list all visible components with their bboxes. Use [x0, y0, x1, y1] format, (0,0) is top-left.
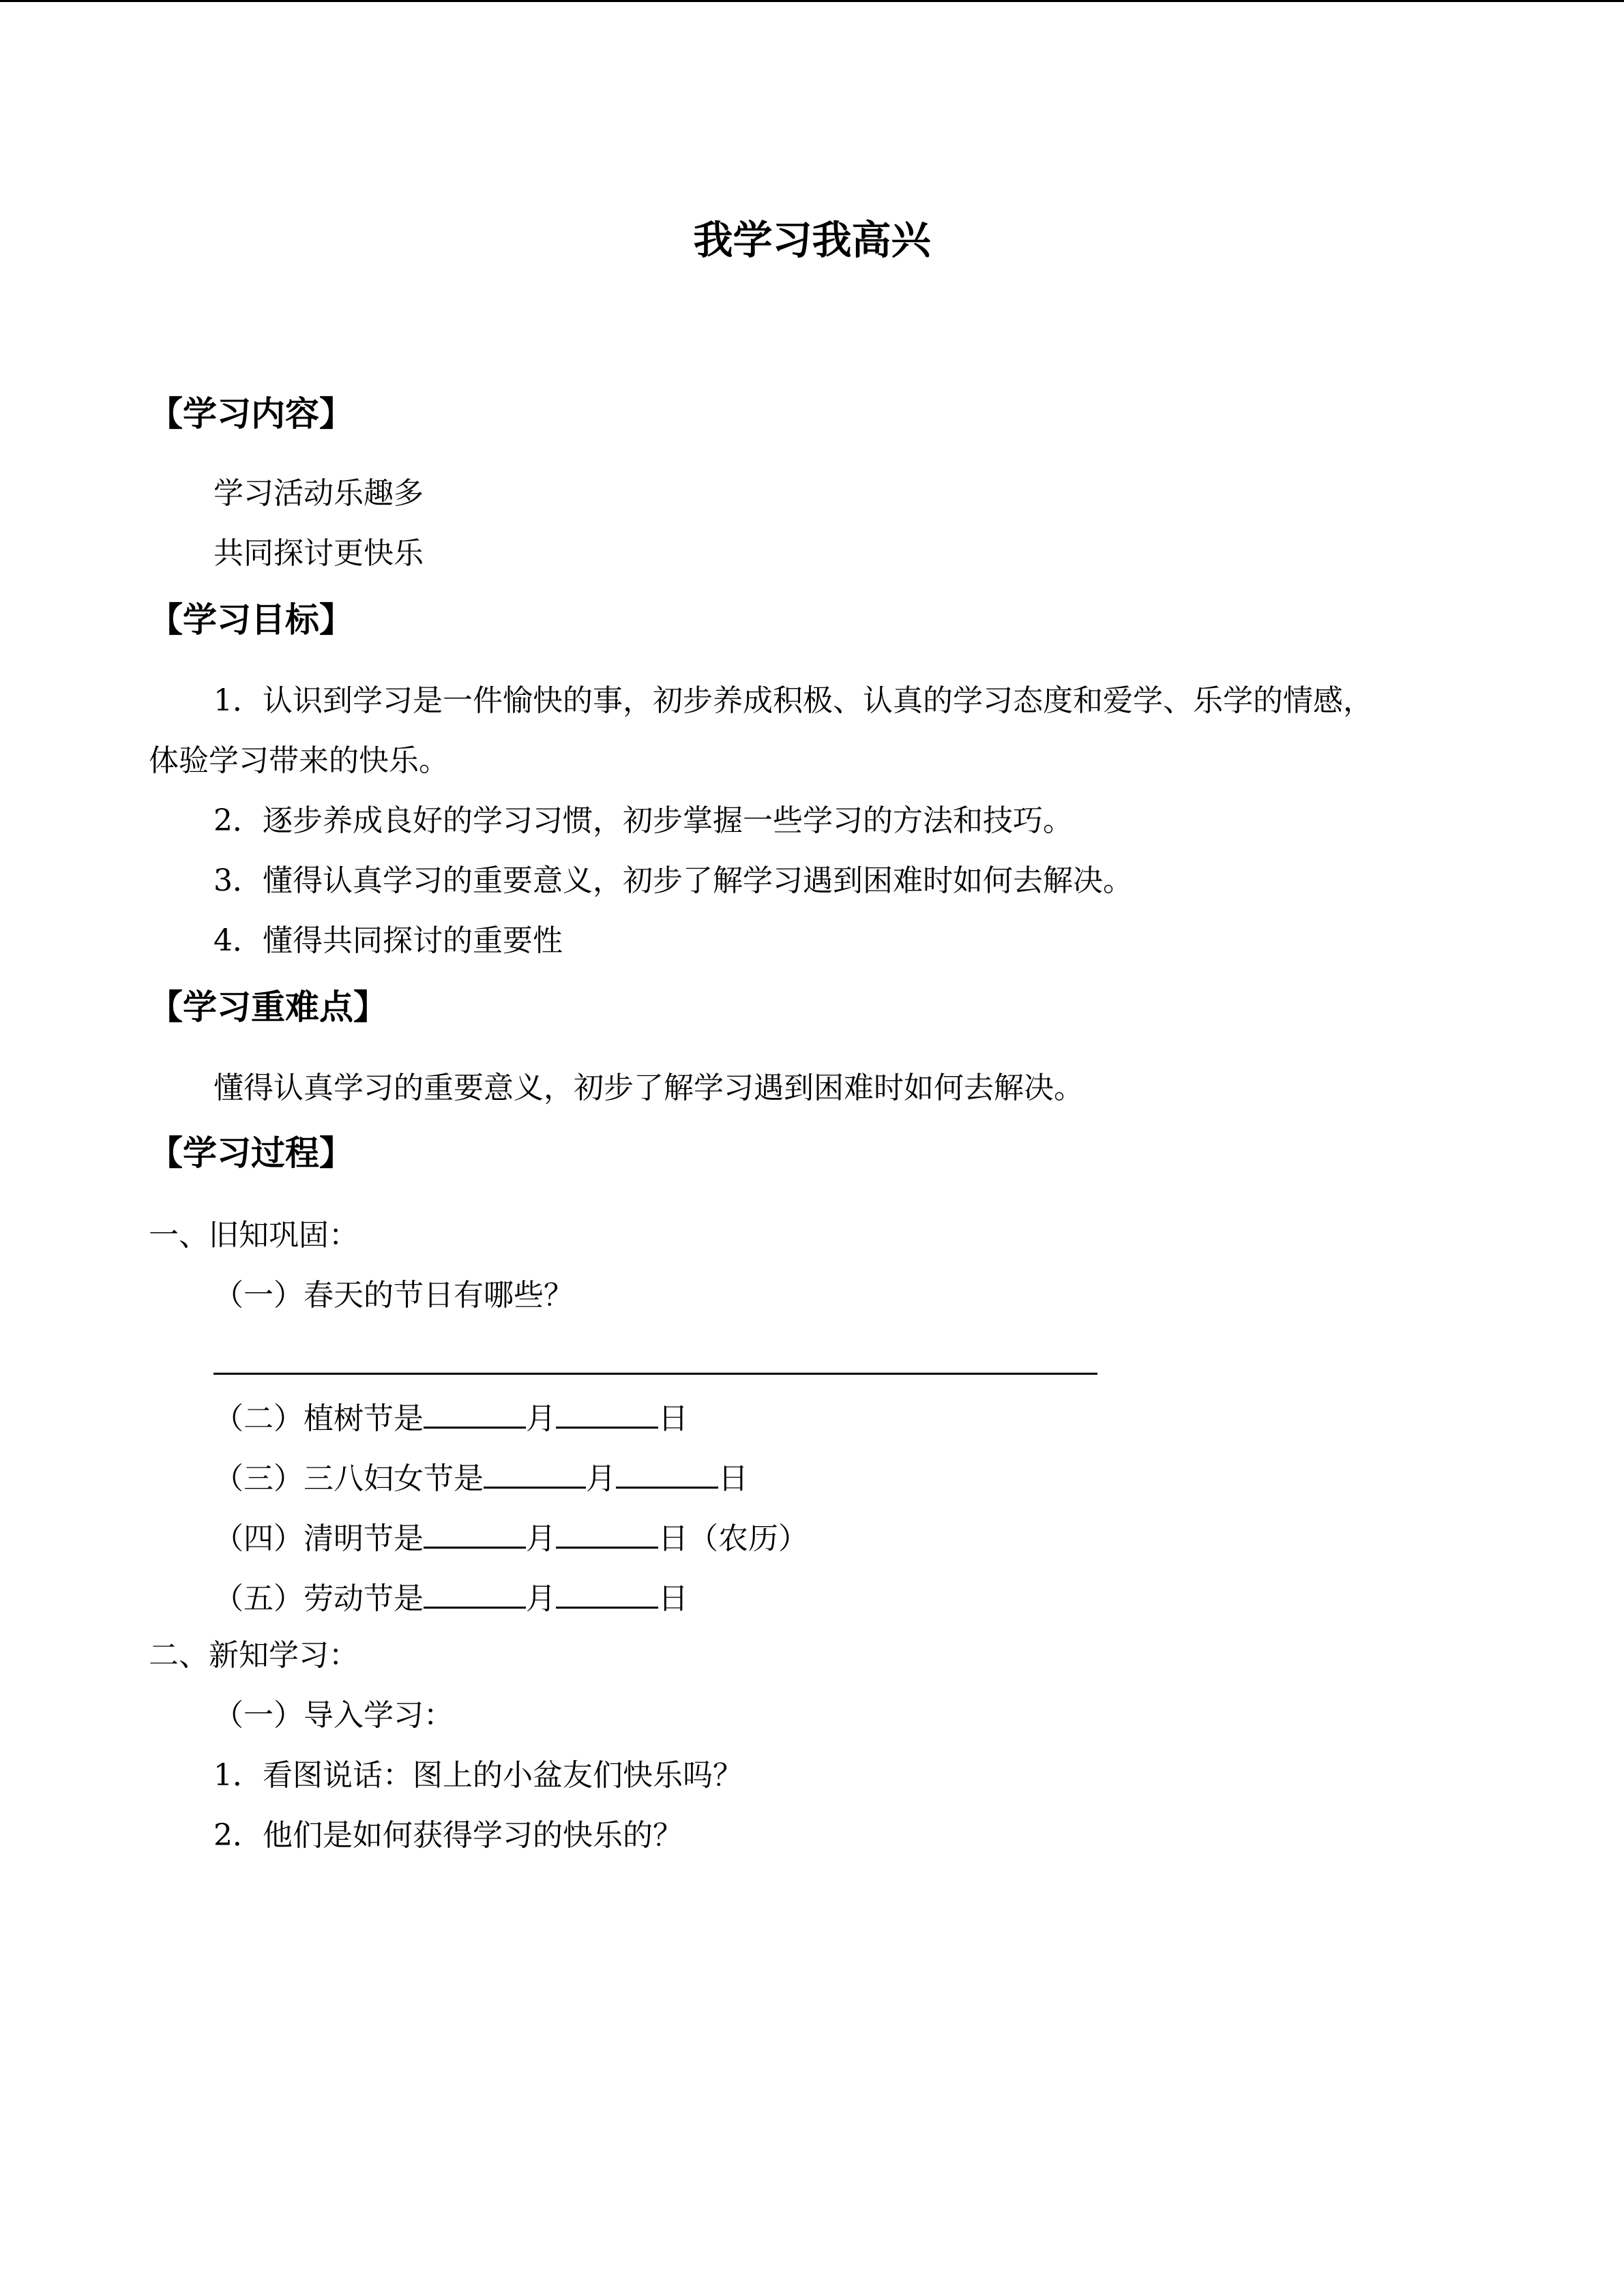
content-item-2: 共同探讨更快乐: [213, 536, 424, 571]
question-3-month-blank: [484, 1455, 586, 1489]
question-4-text: （四）清明节是: [213, 1521, 424, 1556]
month-label: 月: [526, 1521, 556, 1556]
part2-sub-1: （一）导入学习：: [213, 1698, 454, 1733]
part2-item-2: 2．他们是如何获得学习的快乐的？: [213, 1818, 683, 1853]
question-4: [213, 1515, 808, 1560]
section-heading-process: 【学习过程】: [149, 1133, 353, 1173]
answer-line-question-1: [213, 1373, 1097, 1375]
section-heading-goals: 【学习目标】: [149, 599, 353, 640]
day-label: 日: [658, 1581, 688, 1616]
lunar-note: （农历）: [688, 1521, 808, 1556]
question-5-month-blank: [424, 1575, 526, 1609]
question-1: （一）春天的节日有哪些？: [213, 1278, 574, 1313]
question-2-month-blank: [424, 1395, 526, 1429]
key-points-text: 懂得认真学习的重要意义，初步了解学习遇到困难时如何去解决。: [213, 1071, 1084, 1105]
question-5-text: （五）劳动节是: [213, 1581, 424, 1616]
question-5: [213, 1575, 688, 1620]
question-2-day-blank: [556, 1395, 658, 1429]
day-label: 日: [718, 1461, 748, 1496]
goal-item-2: 2．逐步养成良好的学习习惯，初步掌握一些学习的方法和技巧。: [213, 803, 1073, 838]
question-4-month-blank: [424, 1515, 526, 1549]
question-4-day-blank: [556, 1515, 658, 1549]
question-3: [213, 1455, 748, 1500]
process-part2-label: 二、新知学习：: [149, 1638, 359, 1673]
month-label: 月: [526, 1581, 556, 1616]
part2-item-1: 1．看图说话：图上的小盆友们快乐吗？: [213, 1758, 743, 1793]
question-3-text: （三）三八妇女节是: [213, 1461, 484, 1496]
page-top-border: [0, 0, 1624, 2]
content-item-1: 学习活动乐趣多: [213, 476, 424, 511]
day-label: 日: [658, 1401, 688, 1436]
question-5-day-blank: [556, 1575, 658, 1609]
document-title: 我学习我高兴: [693, 217, 931, 263]
question-2: [213, 1395, 688, 1440]
process-part1-label: 一、旧知巩固：: [149, 1218, 359, 1253]
month-label: 月: [526, 1401, 556, 1436]
goal-item-3: 3．懂得认真学习的重要意义，初步了解学习遇到困难时如何去解决。: [213, 863, 1133, 898]
month-label: 月: [586, 1461, 616, 1496]
goal-item-4: 4．懂得共同探讨的重要性: [213, 923, 563, 958]
section-heading-content: 【学习内容】: [149, 393, 353, 434]
day-label: 日: [658, 1521, 688, 1556]
question-3-day-blank: [616, 1455, 718, 1489]
goal-item-1-line-1: 1．认识到学习是一件愉快的事，初步养成积极、认真的学习态度和爱学、乐学的情感，: [213, 683, 1373, 718]
section-heading-key-points: 【学习重难点】: [149, 987, 387, 1027]
goal-item-1-line-2: 体验学习带来的快乐。: [149, 743, 449, 778]
question-2-text: （二）植树节是: [213, 1401, 424, 1436]
